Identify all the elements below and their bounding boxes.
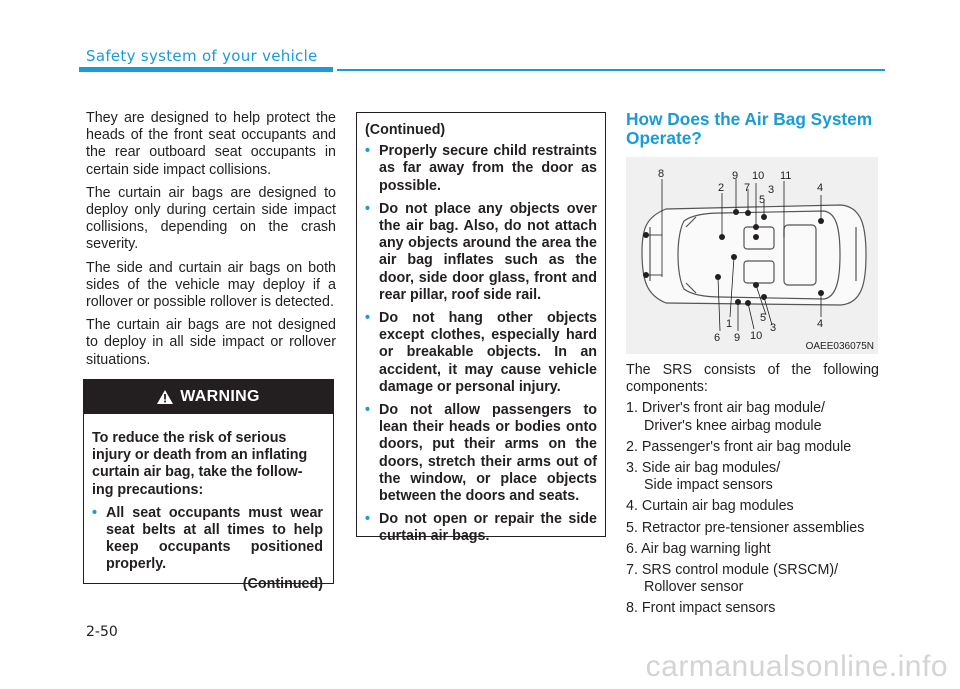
- warning-box: [83, 379, 334, 592]
- bullet-dot-icon: •: [92, 504, 98, 521]
- callout-label: 4: [817, 182, 824, 194]
- list-item: [626, 562, 879, 596]
- warning-bullet: [365, 201, 597, 304]
- warning-header: [84, 380, 333, 414]
- item-subtext: Side impact sensors: [644, 477, 773, 494]
- callout-label: 11: [780, 170, 792, 182]
- bullet-text: Do not open or repair the side curtain air bags.: [379, 511, 597, 545]
- warning-intro: To reduce the risk of serious injury or death from an inflating curtain air bag, take the follow-ing precautions:: [92, 430, 308, 498]
- item-text: 3. Side air bag modules/: [626, 460, 781, 477]
- warning-bullet: [365, 402, 597, 505]
- warning-label: WARNING: [180, 388, 260, 405]
- item-text: 8. Front impact sensors: [626, 600, 776, 617]
- list-item: [626, 439, 879, 456]
- left-column: [86, 110, 336, 375]
- bullet-dot-icon: •: [365, 200, 371, 217]
- warning-triangle-icon: [157, 390, 173, 404]
- list-item: [626, 400, 879, 434]
- bullet-text: All seat occupants must wear seat belts at all times to help keep occupants positioned properly.: [106, 504, 323, 573]
- header-rule-thick: [79, 67, 333, 72]
- continued-label: (Continued): [242, 575, 323, 592]
- callout-label: 7: [744, 182, 751, 194]
- item-text: 6. Air bag warning light: [626, 540, 771, 557]
- callout-label: 4: [817, 318, 824, 330]
- bullet-text: Do not hang other objects except clothes, especially hard or breakable objects. In an accident, it may cause vehicle damage or personal injury.: [379, 310, 597, 395]
- callout-label: 2: [718, 182, 725, 194]
- item-text: 7. SRS control module (SRSCM)/: [626, 562, 839, 579]
- list-item: [626, 520, 879, 537]
- paragraph: The curtain air bags are designed to deploy only during certain side impact collisions, depending on the crash severity.: [86, 184, 336, 253]
- callout-label: 10: [752, 170, 765, 182]
- callout-label: 9: [732, 170, 739, 182]
- callout-label: 9: [734, 332, 741, 344]
- section-title: Safety system of your vehicle: [86, 47, 318, 65]
- item-text: 5. Retractor pre-tensioner assemblies: [626, 519, 865, 536]
- warning-bullet: [365, 310, 597, 396]
- callout-label: 10: [750, 330, 763, 342]
- paragraph: They are designed to help protect the heads of the front seat occupants and the rear outboard seat occupants in certain side impact collisions.: [86, 110, 336, 178]
- callout-label: 5: [759, 194, 766, 206]
- car-airbag-illustration: [626, 157, 878, 354]
- bullet-dot-icon: •: [365, 511, 371, 528]
- section-heading: How Does the Air Bag System Operate?: [626, 109, 873, 148]
- paragraph: The curtain air bags are not designed to deploy in all side impact or rollover situations.: [86, 317, 336, 368]
- bullet-dot-icon: •: [365, 310, 371, 327]
- components-section: [626, 362, 879, 622]
- continued-label: (Continued): [365, 122, 446, 138]
- list-item: [626, 460, 879, 494]
- warning-body: [84, 414, 333, 593]
- warning-bullet: [365, 511, 597, 545]
- watermark: carmanualsonline.info: [645, 650, 948, 683]
- warning-bullet: [92, 505, 323, 574]
- paragraph: The side and curtain air bags on both sides of the vehicle may deploy if a rollover or possible rollover is detected.: [86, 259, 336, 311]
- header-rule-thin: [337, 69, 885, 71]
- components-intro: The SRS consists of the following components:: [626, 362, 879, 396]
- bullet-dot-icon: •: [365, 402, 371, 419]
- callout-label: 3: [770, 322, 777, 334]
- callout-label: 6: [714, 332, 721, 344]
- page-number: 2-50: [86, 624, 118, 640]
- components-list: [626, 400, 879, 617]
- diagram-code: OAEE036075N: [805, 341, 874, 352]
- item-text: 2. Passenger's front air bag module: [626, 438, 852, 455]
- callout-label: 1: [726, 318, 733, 330]
- item-subtext: Rollover sensor: [644, 579, 744, 596]
- callout-label: 8: [658, 168, 665, 180]
- callout-label: 5: [760, 312, 767, 324]
- bullet-text: Properly secure child restraints as far away from the door as possible.: [379, 143, 597, 194]
- item-text: 4. Curtain air bag modules: [626, 498, 794, 515]
- list-item: [626, 498, 879, 515]
- bullet-dot-icon: •: [365, 143, 371, 160]
- airbag-system-diagram: [626, 157, 878, 354]
- warning-bullet: [365, 143, 597, 195]
- item-text: 1. Driver's front air bag module/: [626, 400, 825, 417]
- warning-continued-box: [356, 112, 606, 545]
- list-item: [626, 541, 879, 558]
- list-item: [626, 600, 879, 617]
- item-subtext: Driver's knee airbag module: [644, 417, 822, 434]
- bullet-text: Do not allow passengers to lean their heads or bodies onto doors, put their arms on the doors, stretch their arms out of the window, or place objects between the doors and seats.: [379, 402, 597, 505]
- bullet-text: Do not place any objects over the air bag. Also, do not attach any objects around the area the air bag inflates such as the door, side door glass, front and rear pillar, roof side rail.: [379, 200, 597, 303]
- callout-label: 3: [768, 184, 775, 196]
